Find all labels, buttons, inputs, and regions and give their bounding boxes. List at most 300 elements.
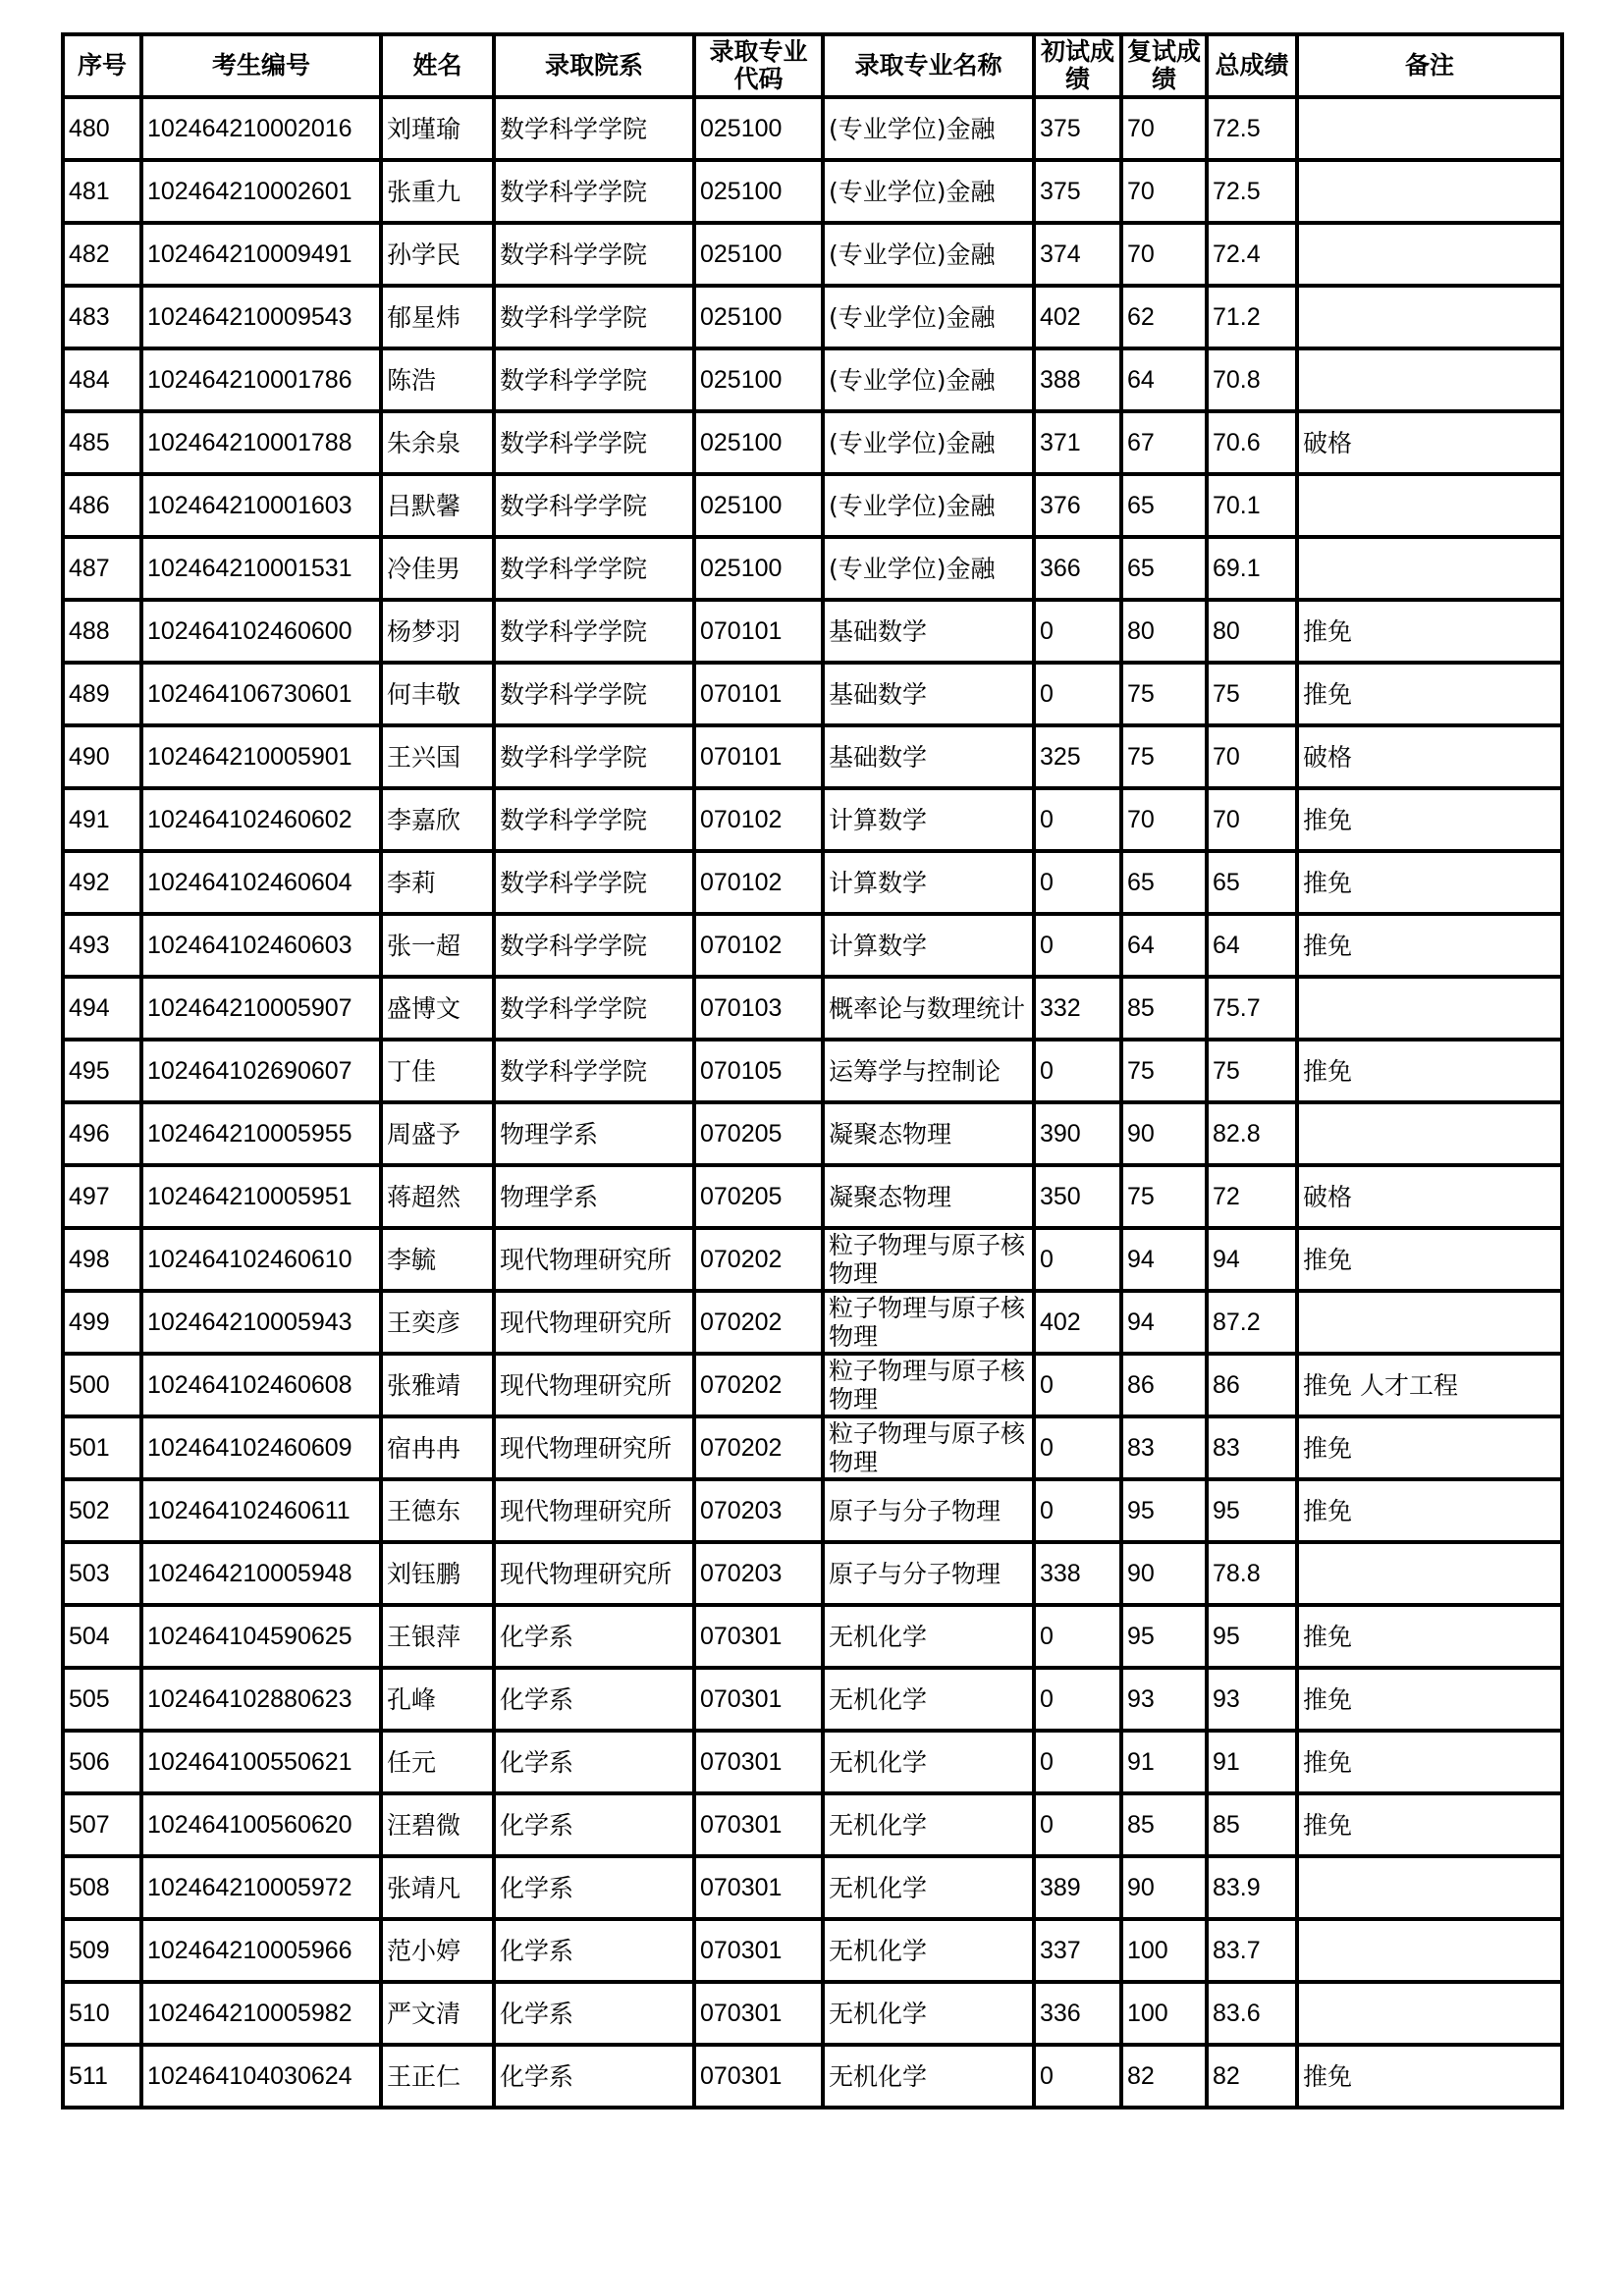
cell-remark xyxy=(1297,537,1562,600)
cell-department: 化学系 xyxy=(494,1919,694,1982)
cell-exam-id: 102464210005966 xyxy=(141,1919,381,1982)
table-row xyxy=(63,977,1562,1040)
cell-department: 数学科学学院 xyxy=(494,788,694,851)
cell-exam-id: 102464210005901 xyxy=(141,725,381,788)
cell-prelim-score: 402 xyxy=(1034,286,1121,348)
cell-total-score: 82 xyxy=(1207,2045,1297,2108)
cell-major-code: 070101 xyxy=(694,663,823,725)
cell-remark: 推免 xyxy=(1297,914,1562,977)
cell-prelim-score: 0 xyxy=(1034,851,1121,914)
cell-remark: 推免 xyxy=(1297,1793,1562,1856)
cell-major-code: 025100 xyxy=(694,223,823,286)
cell-name: 王兴国 xyxy=(381,725,494,788)
cell-exam-id: 102464104590625 xyxy=(141,1605,381,1668)
cell-name: 孙学民 xyxy=(381,223,494,286)
cell-prelim-score: 0 xyxy=(1034,663,1121,725)
cell-exam-id: 102464102460611 xyxy=(141,1479,381,1542)
cell-major-code: 070102 xyxy=(694,851,823,914)
cell-retest-score: 64 xyxy=(1121,914,1207,977)
cell-remark xyxy=(1297,1291,1562,1354)
table-row xyxy=(63,1856,1562,1919)
cell-department: 数学科学学院 xyxy=(494,97,694,160)
cell-remark: 推免 xyxy=(1297,1416,1562,1479)
cell-prelim-score: 0 xyxy=(1034,1354,1121,1416)
cell-seq: 491 xyxy=(63,788,141,851)
table-row xyxy=(63,1793,1562,1856)
cell-exam-id: 102464210005943 xyxy=(141,1291,381,1354)
cell-retest-score: 91 xyxy=(1121,1731,1207,1793)
cell-prelim-score: 0 xyxy=(1034,1228,1121,1291)
table-row xyxy=(63,1354,1562,1416)
cell-retest-score: 83 xyxy=(1121,1416,1207,1479)
cell-major-name: (专业学位)金融 xyxy=(823,97,1034,160)
cell-name: 盛博文 xyxy=(381,977,494,1040)
cell-prelim-score: 0 xyxy=(1034,2045,1121,2108)
cell-exam-id: 102464210005972 xyxy=(141,1856,381,1919)
cell-major-code: 070301 xyxy=(694,2045,823,2108)
cell-major-name: 无机化学 xyxy=(823,2045,1034,2108)
cell-exam-id: 102464104030624 xyxy=(141,2045,381,2108)
cell-prelim-score: 337 xyxy=(1034,1919,1121,1982)
cell-name: 周盛予 xyxy=(381,1102,494,1165)
cell-seq: 486 xyxy=(63,474,141,537)
cell-remark: 推免 xyxy=(1297,2045,1562,2108)
cell-remark: 推免 xyxy=(1297,1228,1562,1291)
cell-remark: 推免 xyxy=(1297,600,1562,663)
cell-prelim-score: 366 xyxy=(1034,537,1121,600)
cell-major-code: 070203 xyxy=(694,1542,823,1605)
cell-prelim-score: 325 xyxy=(1034,725,1121,788)
cell-total-score: 83.9 xyxy=(1207,1856,1297,1919)
cell-seq: 501 xyxy=(63,1416,141,1479)
cell-seq: 497 xyxy=(63,1165,141,1228)
cell-exam-id: 102464210001786 xyxy=(141,348,381,411)
cell-total-score: 93 xyxy=(1207,1668,1297,1731)
cell-total-score: 72.5 xyxy=(1207,97,1297,160)
cell-major-code: 025100 xyxy=(694,411,823,474)
cell-major-code: 070202 xyxy=(694,1354,823,1416)
cell-exam-id: 102464210005955 xyxy=(141,1102,381,1165)
cell-retest-score: 95 xyxy=(1121,1479,1207,1542)
cell-department: 现代物理研究所 xyxy=(494,1416,694,1479)
cell-name: 蒋超然 xyxy=(381,1165,494,1228)
table-row xyxy=(63,1040,1562,1102)
cell-seq: 499 xyxy=(63,1291,141,1354)
cell-prelim-score: 375 xyxy=(1034,97,1121,160)
cell-retest-score: 70 xyxy=(1121,160,1207,223)
cell-exam-id: 102464102460609 xyxy=(141,1416,381,1479)
header-name: 姓名 xyxy=(381,34,494,97)
cell-prelim-score: 336 xyxy=(1034,1982,1121,2045)
cell-department: 数学科学学院 xyxy=(494,977,694,1040)
cell-name: 范小婷 xyxy=(381,1919,494,1982)
cell-major-name: 无机化学 xyxy=(823,1605,1034,1668)
cell-major-name: 运筹学与控制论 xyxy=(823,1040,1034,1102)
cell-major-code: 070205 xyxy=(694,1102,823,1165)
cell-major-code: 070102 xyxy=(694,788,823,851)
cell-name: 宿冉冉 xyxy=(381,1416,494,1479)
cell-retest-score: 80 xyxy=(1121,600,1207,663)
cell-total-score: 95 xyxy=(1207,1605,1297,1668)
cell-name: 郁星炜 xyxy=(381,286,494,348)
cell-exam-id: 102464106730601 xyxy=(141,663,381,725)
cell-department: 化学系 xyxy=(494,1982,694,2045)
cell-major-code: 070301 xyxy=(694,1731,823,1793)
table-row xyxy=(63,348,1562,411)
cell-department: 化学系 xyxy=(494,1856,694,1919)
cell-seq: 505 xyxy=(63,1668,141,1731)
cell-retest-score: 94 xyxy=(1121,1228,1207,1291)
cell-total-score: 65 xyxy=(1207,851,1297,914)
cell-name: 刘瑾瑜 xyxy=(381,97,494,160)
cell-major-name: 基础数学 xyxy=(823,600,1034,663)
header-prelim-score: 初试成绩 xyxy=(1034,34,1121,97)
cell-prelim-score: 0 xyxy=(1034,1793,1121,1856)
cell-retest-score: 67 xyxy=(1121,411,1207,474)
cell-prelim-score: 350 xyxy=(1034,1165,1121,1228)
cell-name: 王德东 xyxy=(381,1479,494,1542)
cell-prelim-score: 0 xyxy=(1034,1668,1121,1731)
cell-total-score: 75 xyxy=(1207,663,1297,725)
header-department: 录取院系 xyxy=(494,34,694,97)
cell-department: 现代物理研究所 xyxy=(494,1479,694,1542)
cell-major-code: 070301 xyxy=(694,1668,823,1731)
cell-retest-score: 75 xyxy=(1121,1165,1207,1228)
cell-prelim-score: 371 xyxy=(1034,411,1121,474)
cell-department: 化学系 xyxy=(494,1731,694,1793)
cell-name: 张靖凡 xyxy=(381,1856,494,1919)
cell-remark: 推免 xyxy=(1297,1605,1562,1668)
cell-exam-id: 102464102460604 xyxy=(141,851,381,914)
cell-prelim-score: 0 xyxy=(1034,1731,1121,1793)
cell-seq: 496 xyxy=(63,1102,141,1165)
cell-total-score: 82.8 xyxy=(1207,1102,1297,1165)
cell-name: 李莉 xyxy=(381,851,494,914)
cell-department: 数学科学学院 xyxy=(494,474,694,537)
cell-exam-id: 102464100550621 xyxy=(141,1731,381,1793)
cell-department: 数学科学学院 xyxy=(494,914,694,977)
cell-retest-score: 95 xyxy=(1121,1605,1207,1668)
cell-department: 化学系 xyxy=(494,2045,694,2108)
table-row xyxy=(63,2045,1562,2108)
cell-exam-id: 102464210009543 xyxy=(141,286,381,348)
cell-name: 冷佳男 xyxy=(381,537,494,600)
cell-major-code: 070101 xyxy=(694,600,823,663)
cell-name: 张一超 xyxy=(381,914,494,977)
table-row xyxy=(63,223,1562,286)
cell-major-code: 070202 xyxy=(694,1416,823,1479)
cell-total-score: 85 xyxy=(1207,1793,1297,1856)
table-row xyxy=(63,1165,1562,1228)
cell-total-score: 70.8 xyxy=(1207,348,1297,411)
cell-department: 数学科学学院 xyxy=(494,600,694,663)
cell-seq: 507 xyxy=(63,1793,141,1856)
cell-name: 张重九 xyxy=(381,160,494,223)
cell-retest-score: 64 xyxy=(1121,348,1207,411)
cell-name: 刘钰鹏 xyxy=(381,1542,494,1605)
cell-department: 物理学系 xyxy=(494,1102,694,1165)
table-row xyxy=(63,1291,1562,1354)
cell-name: 王正仁 xyxy=(381,2045,494,2108)
cell-exam-id: 102464102460608 xyxy=(141,1354,381,1416)
cell-retest-score: 75 xyxy=(1121,725,1207,788)
cell-major-name: 粒子物理与原子核物理 xyxy=(823,1291,1034,1354)
cell-total-score: 71.2 xyxy=(1207,286,1297,348)
cell-remark: 推免 xyxy=(1297,851,1562,914)
cell-major-name: 粒子物理与原子核物理 xyxy=(823,1354,1034,1416)
cell-department: 数学科学学院 xyxy=(494,286,694,348)
cell-department: 现代物理研究所 xyxy=(494,1291,694,1354)
cell-seq: 482 xyxy=(63,223,141,286)
cell-total-score: 72.5 xyxy=(1207,160,1297,223)
cell-prelim-score: 0 xyxy=(1034,600,1121,663)
cell-exam-id: 102464210005907 xyxy=(141,977,381,1040)
cell-major-name: (专业学位)金融 xyxy=(823,474,1034,537)
header-row xyxy=(63,34,1562,97)
cell-exam-id: 102464210005982 xyxy=(141,1982,381,2045)
cell-retest-score: 90 xyxy=(1121,1856,1207,1919)
cell-major-name: 无机化学 xyxy=(823,1919,1034,1982)
cell-exam-id: 102464210009491 xyxy=(141,223,381,286)
cell-seq: 508 xyxy=(63,1856,141,1919)
cell-remark xyxy=(1297,223,1562,286)
cell-department: 现代物理研究所 xyxy=(494,1228,694,1291)
table-row xyxy=(63,1542,1562,1605)
cell-total-score: 70.1 xyxy=(1207,474,1297,537)
cell-seq: 489 xyxy=(63,663,141,725)
cell-remark xyxy=(1297,97,1562,160)
cell-major-code: 025100 xyxy=(694,348,823,411)
cell-retest-score: 65 xyxy=(1121,851,1207,914)
table-row xyxy=(63,1479,1562,1542)
cell-total-score: 86 xyxy=(1207,1354,1297,1416)
table-row xyxy=(63,914,1562,977)
cell-exam-id: 102464210001788 xyxy=(141,411,381,474)
cell-seq: 492 xyxy=(63,851,141,914)
cell-retest-score: 85 xyxy=(1121,1793,1207,1856)
cell-major-name: 无机化学 xyxy=(823,1982,1034,2045)
table-row xyxy=(63,851,1562,914)
cell-department: 化学系 xyxy=(494,1668,694,1731)
cell-exam-id: 102464102690607 xyxy=(141,1040,381,1102)
table-row xyxy=(63,160,1562,223)
cell-prelim-score: 0 xyxy=(1034,1416,1121,1479)
table-body xyxy=(63,97,1562,2108)
cell-major-code: 070103 xyxy=(694,977,823,1040)
cell-prelim-score: 0 xyxy=(1034,1605,1121,1668)
cell-major-name: 无机化学 xyxy=(823,1731,1034,1793)
cell-name: 严文清 xyxy=(381,1982,494,2045)
cell-prelim-score: 338 xyxy=(1034,1542,1121,1605)
cell-remark xyxy=(1297,1102,1562,1165)
cell-name: 杨梦羽 xyxy=(381,600,494,663)
cell-department: 数学科学学院 xyxy=(494,160,694,223)
cell-seq: 509 xyxy=(63,1919,141,1982)
cell-prelim-score: 402 xyxy=(1034,1291,1121,1354)
cell-total-score: 70.6 xyxy=(1207,411,1297,474)
table-row xyxy=(63,1982,1562,2045)
cell-retest-score: 65 xyxy=(1121,537,1207,600)
cell-seq: 481 xyxy=(63,160,141,223)
cell-major-name: (专业学位)金融 xyxy=(823,411,1034,474)
cell-major-code: 070202 xyxy=(694,1228,823,1291)
cell-department: 数学科学学院 xyxy=(494,1040,694,1102)
cell-major-name: 计算数学 xyxy=(823,788,1034,851)
cell-name: 李毓 xyxy=(381,1228,494,1291)
cell-retest-score: 100 xyxy=(1121,1919,1207,1982)
cell-total-score: 72 xyxy=(1207,1165,1297,1228)
table-row xyxy=(63,725,1562,788)
cell-seq: 495 xyxy=(63,1040,141,1102)
table-row xyxy=(63,537,1562,600)
cell-remark: 破格 xyxy=(1297,725,1562,788)
cell-major-code: 070301 xyxy=(694,1919,823,1982)
cell-name: 汪碧微 xyxy=(381,1793,494,1856)
cell-remark: 推免 xyxy=(1297,788,1562,851)
cell-seq: 487 xyxy=(63,537,141,600)
header-major-name: 录取专业名称 xyxy=(823,34,1034,97)
cell-major-name: 基础数学 xyxy=(823,725,1034,788)
cell-retest-score: 75 xyxy=(1121,1040,1207,1102)
table-row xyxy=(63,1605,1562,1668)
cell-exam-id: 102464102880623 xyxy=(141,1668,381,1731)
cell-remark xyxy=(1297,348,1562,411)
cell-name: 丁佳 xyxy=(381,1040,494,1102)
cell-total-score: 94 xyxy=(1207,1228,1297,1291)
cell-major-code: 070205 xyxy=(694,1165,823,1228)
cell-major-code: 070203 xyxy=(694,1479,823,1542)
cell-remark: 破格 xyxy=(1297,411,1562,474)
cell-major-name: (专业学位)金融 xyxy=(823,160,1034,223)
cell-remark: 推免 xyxy=(1297,663,1562,725)
cell-seq: 504 xyxy=(63,1605,141,1668)
cell-prelim-score: 389 xyxy=(1034,1856,1121,1919)
table-row xyxy=(63,1668,1562,1731)
cell-major-code: 070301 xyxy=(694,1982,823,2045)
cell-retest-score: 93 xyxy=(1121,1668,1207,1731)
cell-retest-score: 86 xyxy=(1121,1354,1207,1416)
cell-remark xyxy=(1297,160,1562,223)
cell-major-code: 025100 xyxy=(694,474,823,537)
cell-retest-score: 65 xyxy=(1121,474,1207,537)
cell-retest-score: 90 xyxy=(1121,1542,1207,1605)
table-row xyxy=(63,1102,1562,1165)
cell-major-code: 070202 xyxy=(694,1291,823,1354)
cell-seq: 485 xyxy=(63,411,141,474)
cell-department: 现代物理研究所 xyxy=(494,1354,694,1416)
table-row xyxy=(63,600,1562,663)
table-row xyxy=(63,1919,1562,1982)
cell-seq: 484 xyxy=(63,348,141,411)
cell-major-code: 025100 xyxy=(694,97,823,160)
table-row xyxy=(63,411,1562,474)
cell-department: 现代物理研究所 xyxy=(494,1542,694,1605)
cell-name: 何丰敬 xyxy=(381,663,494,725)
cell-total-score: 83.6 xyxy=(1207,1982,1297,2045)
cell-remark xyxy=(1297,1856,1562,1919)
cell-total-score: 83 xyxy=(1207,1416,1297,1479)
cell-retest-score: 82 xyxy=(1121,2045,1207,2108)
table-row xyxy=(63,788,1562,851)
cell-retest-score: 62 xyxy=(1121,286,1207,348)
cell-major-code: 070301 xyxy=(694,1793,823,1856)
cell-exam-id: 102464102460600 xyxy=(141,600,381,663)
header-exam-id: 考生编号 xyxy=(141,34,381,97)
cell-major-code: 025100 xyxy=(694,286,823,348)
cell-seq: 506 xyxy=(63,1731,141,1793)
table-row xyxy=(63,1228,1562,1291)
cell-major-code: 070301 xyxy=(694,1856,823,1919)
cell-seq: 488 xyxy=(63,600,141,663)
cell-prelim-score: 390 xyxy=(1034,1102,1121,1165)
cell-department: 化学系 xyxy=(494,1605,694,1668)
cell-total-score: 64 xyxy=(1207,914,1297,977)
cell-total-score: 75.7 xyxy=(1207,977,1297,1040)
cell-major-name: 原子与分子物理 xyxy=(823,1479,1034,1542)
cell-remark: 推免 xyxy=(1297,1040,1562,1102)
cell-seq: 493 xyxy=(63,914,141,977)
cell-remark: 推免 xyxy=(1297,1731,1562,1793)
cell-remark xyxy=(1297,1542,1562,1605)
cell-department: 物理学系 xyxy=(494,1165,694,1228)
cell-major-name: 无机化学 xyxy=(823,1793,1034,1856)
cell-total-score: 78.8 xyxy=(1207,1542,1297,1605)
cell-name: 陈浩 xyxy=(381,348,494,411)
cell-exam-id: 102464102460610 xyxy=(141,1228,381,1291)
cell-major-name: 无机化学 xyxy=(823,1856,1034,1919)
cell-major-code: 070105 xyxy=(694,1040,823,1102)
cell-total-score: 91 xyxy=(1207,1731,1297,1793)
cell-total-score: 95 xyxy=(1207,1479,1297,1542)
cell-seq: 480 xyxy=(63,97,141,160)
cell-prelim-score: 374 xyxy=(1034,223,1121,286)
cell-department: 数学科学学院 xyxy=(494,851,694,914)
cell-exam-id: 102464210001603 xyxy=(141,474,381,537)
table-row xyxy=(63,97,1562,160)
cell-name: 孔峰 xyxy=(381,1668,494,1731)
cell-department: 数学科学学院 xyxy=(494,663,694,725)
cell-major-name: (专业学位)金融 xyxy=(823,348,1034,411)
cell-total-score: 69.1 xyxy=(1207,537,1297,600)
cell-name: 李嘉欣 xyxy=(381,788,494,851)
cell-prelim-score: 0 xyxy=(1034,1479,1121,1542)
cell-major-name: 无机化学 xyxy=(823,1668,1034,1731)
cell-seq: 503 xyxy=(63,1542,141,1605)
cell-remark: 推免 人才工程 xyxy=(1297,1354,1562,1416)
cell-retest-score: 90 xyxy=(1121,1102,1207,1165)
cell-remark: 推免 xyxy=(1297,1479,1562,1542)
cell-exam-id: 102464210002601 xyxy=(141,160,381,223)
cell-seq: 511 xyxy=(63,2045,141,2108)
cell-exam-id: 102464210001531 xyxy=(141,537,381,600)
cell-name: 任元 xyxy=(381,1731,494,1793)
header-total-score: 总成绩 xyxy=(1207,34,1297,97)
cell-major-name: 凝聚态物理 xyxy=(823,1102,1034,1165)
cell-major-name: 计算数学 xyxy=(823,851,1034,914)
table-row xyxy=(63,1731,1562,1793)
cell-total-score: 87.2 xyxy=(1207,1291,1297,1354)
cell-remark: 推免 xyxy=(1297,1668,1562,1731)
cell-retest-score: 85 xyxy=(1121,977,1207,1040)
table-row xyxy=(63,286,1562,348)
cell-seq: 498 xyxy=(63,1228,141,1291)
cell-retest-score: 75 xyxy=(1121,663,1207,725)
cell-exam-id: 102464210005948 xyxy=(141,1542,381,1605)
header-seq: 序号 xyxy=(63,34,141,97)
cell-major-name: 概率论与数理统计 xyxy=(823,977,1034,1040)
cell-prelim-score: 376 xyxy=(1034,474,1121,537)
cell-department: 数学科学学院 xyxy=(494,411,694,474)
